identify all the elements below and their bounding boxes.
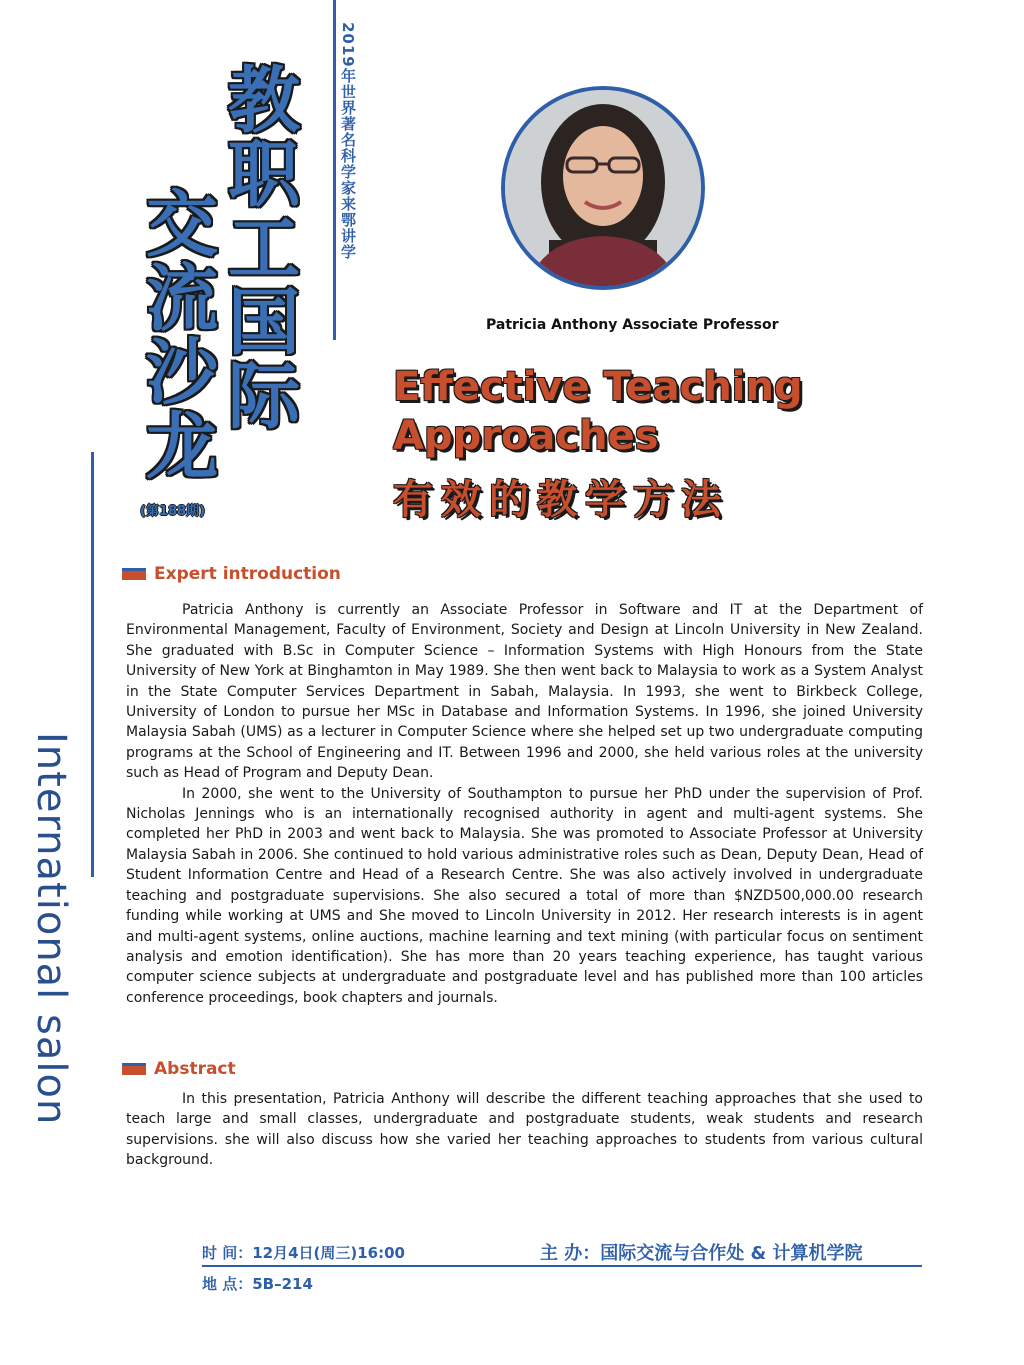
- talk-title-zh: 有效的教学方法: [393, 477, 729, 523]
- talk-title-en-line1: Effective Teaching: [393, 364, 803, 410]
- talk-title-en-line2: Approaches: [393, 413, 659, 459]
- side-label: International salon: [28, 732, 74, 1126]
- footer-divider: [202, 1265, 922, 1267]
- series-subtitle: 2019年世界著名科学家来鄂讲学: [339, 22, 357, 260]
- event-title-line2: 交流沙龙: [134, 186, 218, 482]
- abstract-paragraph: In this presentation, Patricia Anthony will describe the different teaching approaches that she used to teach large and small classes, undergraduate and postgraduate students, weak students and research supervisions. she will also discuss how she varied her teaching approaches to students from various cultural background.: [126, 1091, 923, 1169]
- event-time: 时 间：12月4日(周三)16:00: [202, 1244, 405, 1262]
- section-heading-label: Abstract: [154, 1059, 236, 1079]
- abstract-text: [126, 1089, 923, 1171]
- top-vertical-rule: [333, 0, 336, 340]
- intro-paragraph: In 2000, she went to the University of Southampton to pursue her PhD under the supervision of Prof. Nicholas Jennings who is an internationally recognised authority in agent and multi-agent systems. She completed her PhD in 2003 and went back to Malaysia. She was promoted to Associate Professor at University Malaysia Sabah in 2006. She continued to hold various administrative roles such as Dean, Deputy Dean, Head of Student Information Centre and Head of a Research Centre. She was also actively involved in undergraduate teaching and postgraduate supervisions. She also secured a total of more than $NZD500,000.00 research funding while working at UMS and She moved to Lincoln University in 2012. Her research interests is in agent and multi-agent systems, online auctions, machine learning and text mining (with particular focus on sentiment analysis and emotion identification). She has more than 20 years teaching experience, has taught various computer science subjects at undergraduate and postgraduate level and has published more than 100 articles conference proceedings, book chapters and journals.: [126, 785, 923, 1006]
- speaker-name: Patricia Anthony Associate Professor: [486, 317, 779, 333]
- event-title-line1: 教职工国际: [216, 62, 300, 432]
- section-heading-intro: [122, 564, 341, 584]
- event-place: 地 点：5B–214: [202, 1275, 313, 1293]
- section-heading-label: Expert introduction: [154, 564, 341, 584]
- event-host: 主 办：国际交流与合作处 & 计算机学院: [540, 1243, 863, 1264]
- bar-marker-icon: [122, 1063, 146, 1075]
- bar-marker-icon: [122, 568, 146, 580]
- intro-text: [126, 600, 923, 1008]
- intro-paragraph: Patricia Anthony is currently an Associate Professor in Software and IT at the Department of Environmental Management, Faculty of Environment, Society and Design at Lincoln University in New Zealand. She graduated with B.Sc in Computer Science – Information Systems with High Honours from the State University of New York at Binghamton in May 1989. She then went back to Malaysia to work as a System Analyst in the State Computer Services Department in Sabah, Malaysia. In 1993, she went to Birkbeck College, University of London to pursue her MSc in Database and Information Systems. In 1996, she joined University Malaysia Sabah (UMS) as a lecturer in Computer Science where she helped set up two undergraduate computing programs at the School of Engineering and IT. Between 1996 and 2000, she held various roles at the university such as Head of Program and Deputy Dean.: [126, 602, 923, 782]
- left-vertical-rule: [91, 452, 94, 877]
- speaker-photo: [501, 86, 705, 290]
- issue-number: (第188期): [140, 504, 206, 519]
- section-heading-abstract: [122, 1059, 236, 1079]
- portrait-image: [505, 90, 701, 286]
